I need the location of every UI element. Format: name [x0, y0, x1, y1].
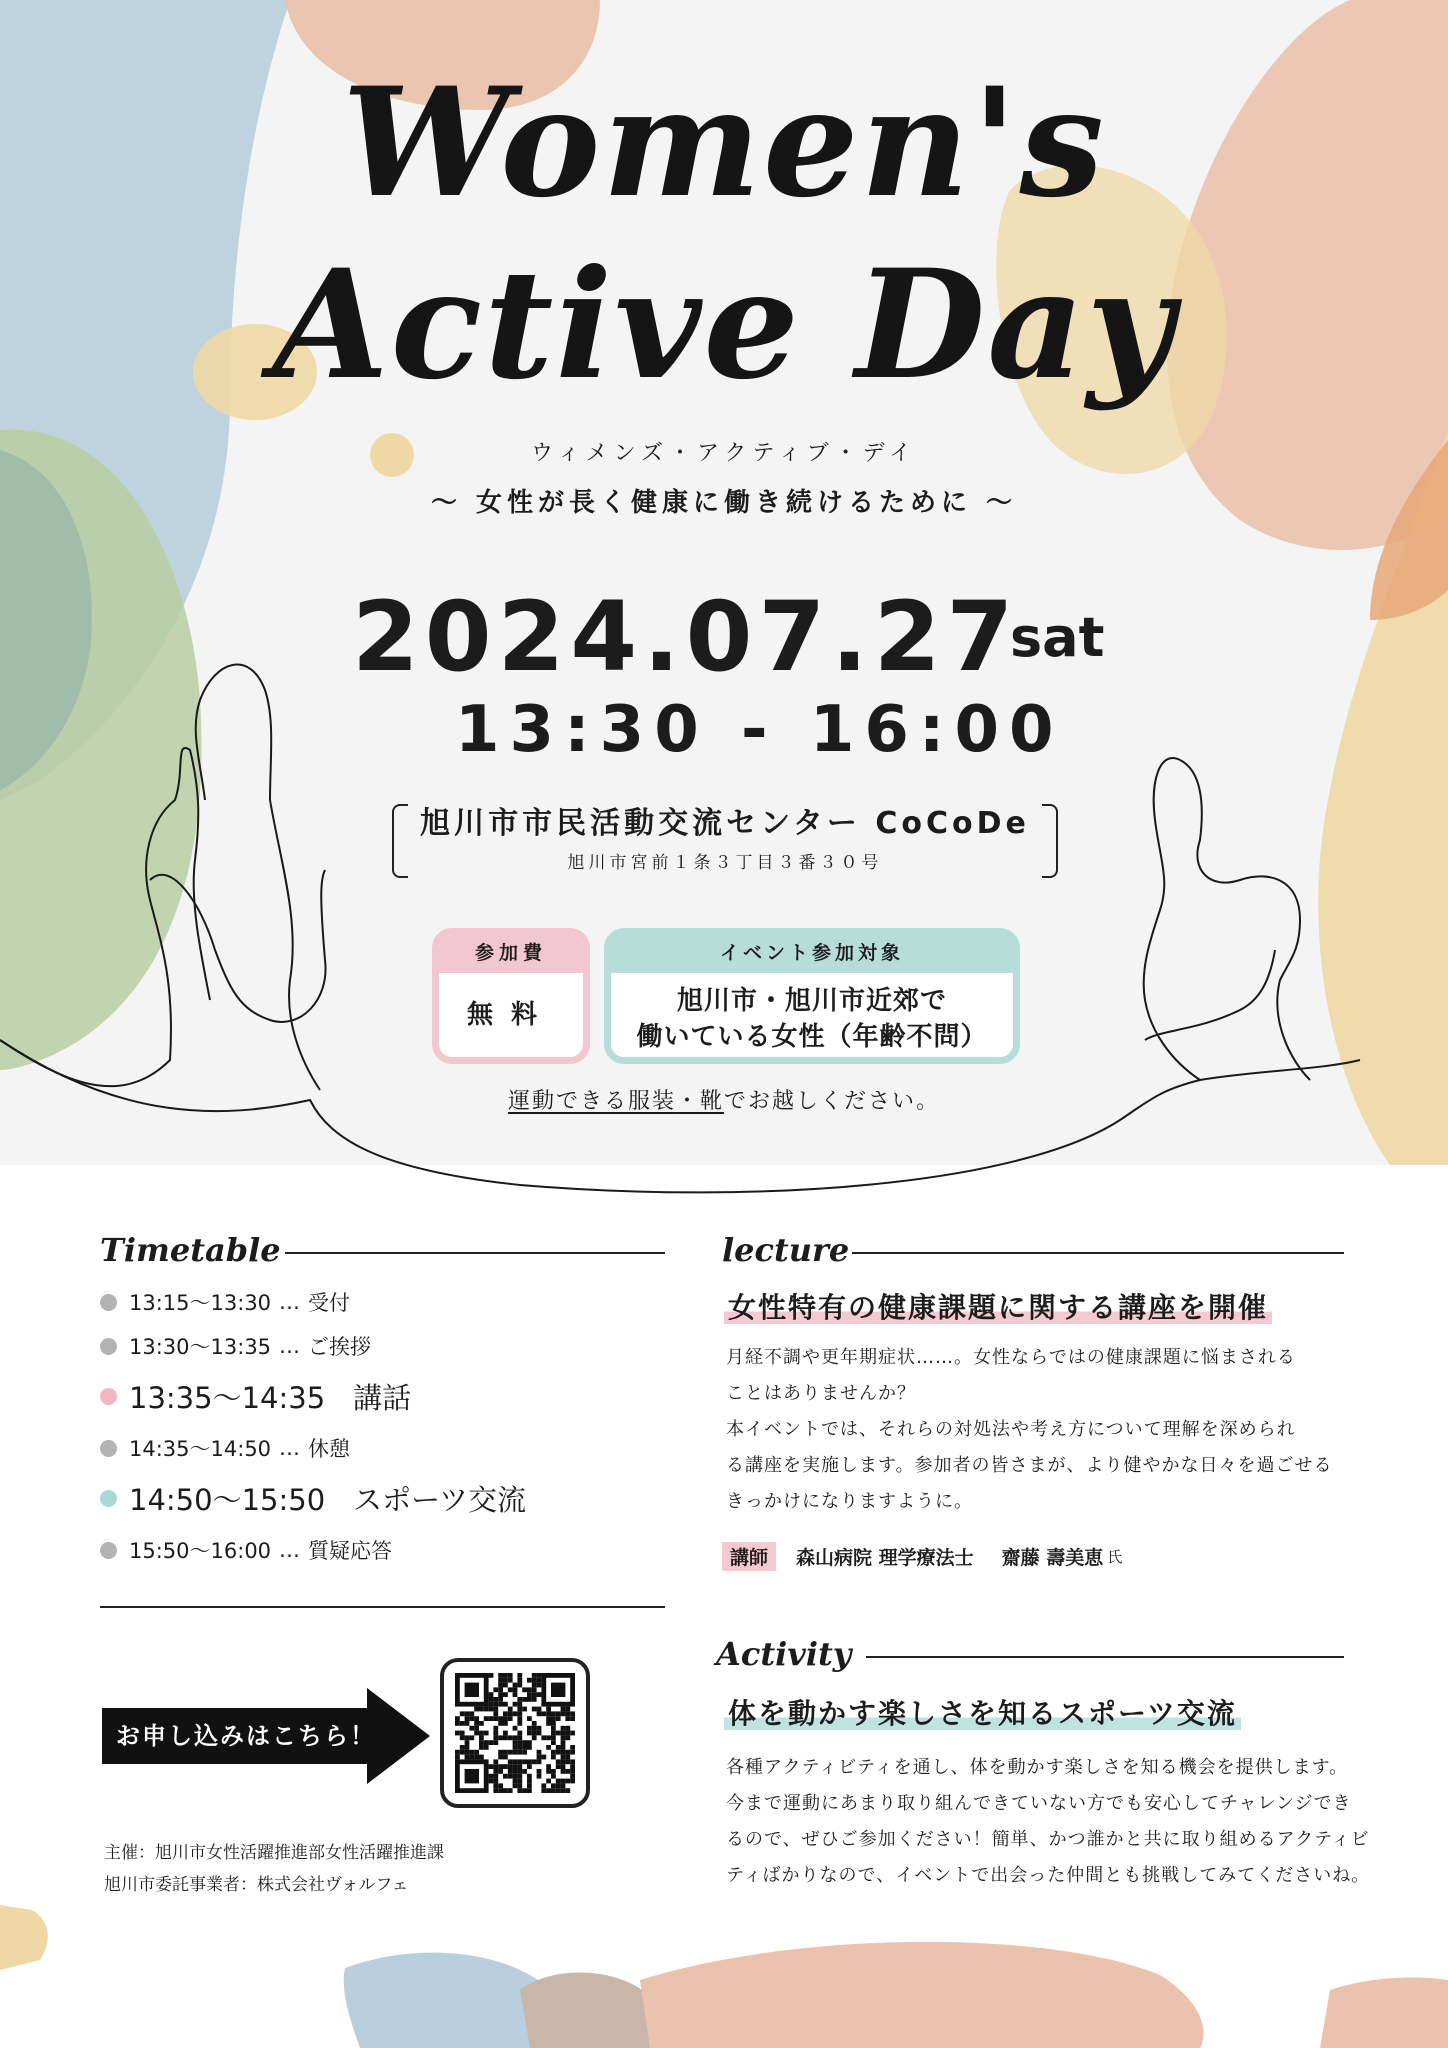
woman-left-outline — [0, 665, 320, 1090]
lecturer-tag: 講師 — [722, 1542, 776, 1571]
lecture-description — [726, 1340, 1333, 1520]
lecture-description-line: る講座を実施します。参加者の皆さまが、より健やかな日々を過ごせる — [726, 1455, 1333, 1476]
lecturer-affiliation: 森山病院 理学療法士 — [796, 1547, 974, 1569]
target-line1: 旭川市・旭川市近郊で — [676, 986, 947, 1016]
lecture-description-line: 本イベントでは、それらの対処法や考え方について理解を深められ — [726, 1419, 1296, 1440]
attire-underlined-clothes: 運動できる服装 — [507, 1089, 676, 1114]
blob-bottom-peach — [640, 1942, 1204, 2048]
timetable-separator: … — [279, 1290, 301, 1314]
timetable-item — [100, 1334, 660, 1358]
timetable-dot-icon — [100, 1542, 117, 1559]
qr-code-pattern — [444, 1662, 586, 1804]
timetable-list — [100, 1290, 660, 1582]
organizer-host: 主催：旭川市女性活躍推進部女性活躍推進課 — [104, 1843, 444, 1863]
lecture-heading-rule — [852, 1252, 1344, 1254]
activity-description-line: 今まで運動にあまり取り組んできていない方でも安心してチャレンジでき — [726, 1793, 1352, 1814]
lecturer-suffix: 氏 — [1107, 1548, 1123, 1566]
event-title-line2: Active Day — [272, 237, 1176, 413]
venue-name: 旭川市市民活動交流センター CoCoDe — [420, 806, 1030, 841]
timetable-heading: Timetable — [100, 1231, 281, 1269]
event-subtitle: 〜 女性が長く健康に働き続けるために 〜 — [430, 488, 1018, 518]
target-label: イベント参加対象 — [611, 935, 1013, 973]
event-title-line1: Women's — [342, 55, 1106, 231]
activity-description-line: ティばかりなので、イベントで出会った仲間とも挑戦してみてくださいね。 — [726, 1865, 1371, 1886]
timetable-time: 13:30〜13:35 — [129, 1335, 272, 1359]
timetable-time: 13:15〜13:30 — [129, 1291, 272, 1315]
activity-description-line: るので、ぜひご参加ください！簡単、かつ誰かと共に取り組めるアクティビ — [726, 1829, 1370, 1850]
timetable-separator: … — [279, 1538, 301, 1562]
attire-note-rest: でお越しください。 — [724, 1089, 941, 1114]
target-audience-card — [604, 928, 1020, 1064]
timetable-label: スポーツ交流 — [353, 1482, 526, 1517]
lecturer-name: 齋藤 壽美恵 — [1001, 1547, 1104, 1569]
timetable-dot-icon — [100, 1440, 117, 1457]
activity-description-line: 各種アクティビティを通し、体を動かす楽しさを知る機会を提供します。 — [726, 1757, 1349, 1778]
organizer-contractor: 旭川市委託事業者：株式会社ヴォルフェ — [104, 1875, 409, 1895]
event-time: 13:30 - 16:00 — [455, 693, 1064, 767]
woman-right-arm — [1145, 950, 1275, 1040]
timetable-label: 質疑応答 — [308, 1539, 393, 1563]
timetable-item — [100, 1378, 660, 1414]
timetable-time: 15:50〜16:00 — [129, 1539, 272, 1563]
lecturer-row — [722, 1542, 1122, 1571]
venue-address: 旭川市宮前１条３丁目３番３０号 — [567, 853, 883, 873]
attire-underlined-dot: ・ — [675, 1089, 700, 1114]
timetable-label: ご挨拶 — [308, 1335, 372, 1359]
timetable-label: 受付 — [308, 1291, 351, 1315]
timetable-time: 14:50〜15:50 — [129, 1482, 326, 1517]
lecture-description-line: きっかけになりますように。 — [726, 1491, 973, 1512]
timetable-time: 13:35〜14:35 — [129, 1380, 326, 1415]
timetable-time: 14:35〜14:50 — [129, 1437, 272, 1461]
timetable-label: 講話 — [353, 1380, 412, 1415]
timetable-dot-icon — [100, 1388, 117, 1405]
timetable-label: 休憩 — [308, 1437, 351, 1461]
timetable-dot-icon — [100, 1490, 117, 1507]
timetable-item — [100, 1480, 660, 1516]
title-kana-reading: ウィメンズ・アクティブ・デイ — [530, 441, 918, 466]
fee-label: 参加費 — [439, 935, 583, 973]
timetable-heading-rule — [285, 1252, 665, 1254]
timetable-item — [100, 1436, 660, 1460]
blob-bottom-yellow — [0, 1904, 48, 1970]
timetable-item — [100, 1290, 660, 1314]
woman-left-arm — [150, 870, 326, 1022]
activity-description — [726, 1750, 1370, 1894]
timetable-bottom-rule — [100, 1606, 665, 1608]
target-line2: 働いている女性（年齢不問） — [636, 1022, 988, 1052]
attire-note — [0, 1084, 1448, 1115]
blob-bottom-peach-right — [1320, 1978, 1448, 2048]
lecture-description-line: ことはありませんか？ — [726, 1383, 916, 1404]
event-weekday: sat — [1010, 606, 1105, 669]
target-value — [611, 973, 1013, 1055]
lecture-description-line: 月経不調や更年期症状……。女性ならではの健康課題に悩まされる — [726, 1347, 1296, 1368]
activity-title — [724, 1692, 1241, 1732]
timetable-separator: … — [279, 1334, 301, 1358]
activity-title-text: 体を動かす楽しさを知るスポーツ交流 — [724, 1697, 1241, 1730]
apply-label[interactable]: お申し込みはこちら！ — [116, 1722, 376, 1750]
timetable-dot-icon — [100, 1338, 117, 1355]
activity-heading-rule — [866, 1656, 1344, 1658]
fee-value: 無料 — [466, 1000, 555, 1030]
venue-block — [392, 804, 1058, 876]
lecture-title-text: 女性特有の健康課題に関する講座を開催 — [724, 1291, 1272, 1324]
event-date: 2024.07.27 — [352, 581, 1020, 693]
lecture-title — [724, 1286, 1272, 1326]
attire-underlined-shoes: 靴 — [700, 1089, 725, 1114]
timetable-item — [100, 1538, 660, 1562]
timetable-separator: … — [279, 1436, 301, 1460]
timetable-dot-icon — [100, 1294, 117, 1311]
fee-card — [432, 928, 590, 1064]
qr-code-icon[interactable] — [440, 1658, 590, 1808]
activity-heading: Activity — [716, 1635, 852, 1673]
lecture-heading: lecture — [722, 1231, 850, 1269]
